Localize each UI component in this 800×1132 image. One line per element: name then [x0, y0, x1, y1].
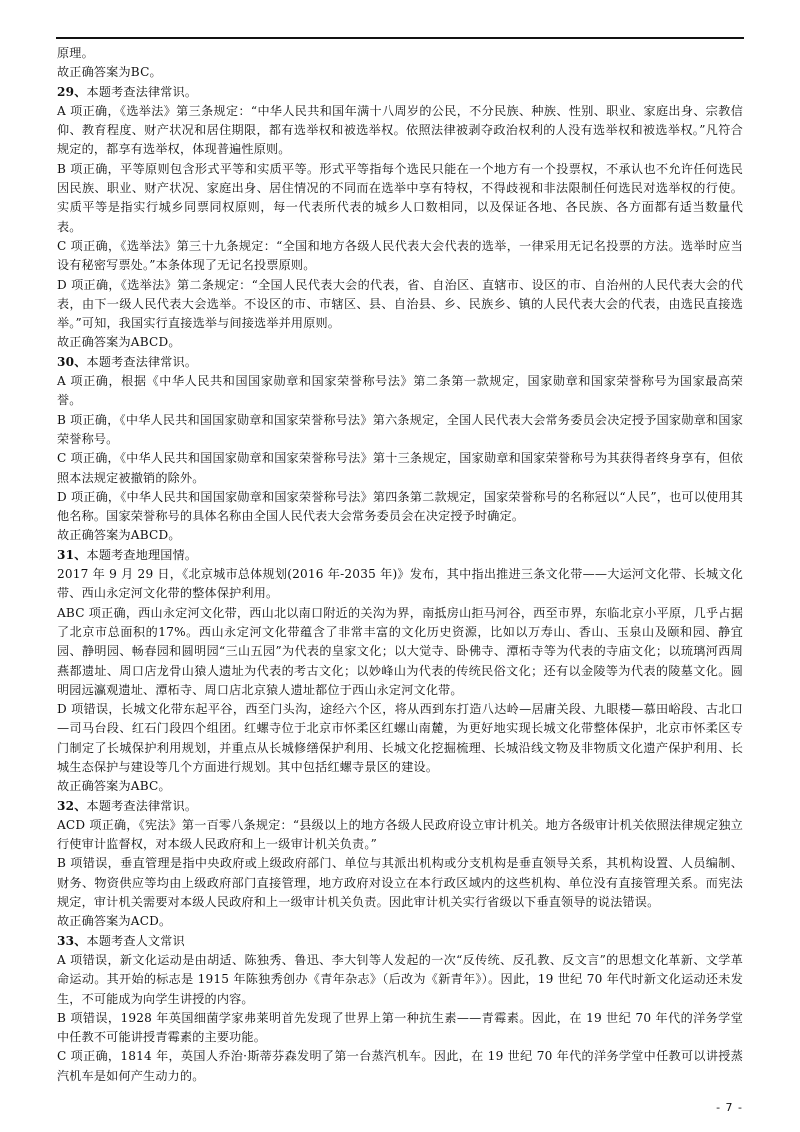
question-topic: 本题考查地理国情。	[86, 547, 198, 562]
answer-line: 故正确答案为ACD。	[57, 914, 172, 929]
explanation-paragraph: 2017 年 9 月 29 日，《北京城市总体规划(2016 年-2035 年)》发布，其中指出推进三条文化带——大运河文化带、长城文化带、西山永定河文化带的整体保护利用。	[57, 567, 743, 601]
answer-line: 故正确答案为BC。	[57, 65, 162, 80]
question-heading	[57, 932, 743, 951]
question-topic: 本题考查法律常识。	[86, 798, 198, 813]
explanation-paragraph: C 项正确，《选举法》第三十九条规定：“全国和地方各级人民代表大会代表的选举，一律采用无记名投票的方法。选举时应当设有秘密写票处。”本条体现了无记名投票原则。	[57, 238, 743, 273]
answer-line: 故正确答案为ABCD。	[57, 335, 181, 350]
explanation-paragraph: C 项正确，《中华人民共和国国家勋章和国家荣誉称号法》第十三条规定，国家勋章和国家荣誉称号为其获得者终身享有，但依照本法规定被撤销的除外。	[57, 451, 743, 485]
document-body	[57, 44, 743, 1086]
question-heading	[57, 797, 743, 816]
explanation-paragraph: ACD 项正确，《宪法》第一百零八条规定：“县级以上的地方各级人民政府设立审计机关。地方各级审计机关依照法律规定独立行使审计监督权，对本级人民政府和上一级审计机关负责。”	[57, 817, 743, 852]
explanation-paragraph: ABC 项正确，西山永定河文化带，西山北以南口附近的关沟为界，南抵房山拒马河谷，西至市界，东临北京小平原，几乎占据了北京市总面积的17%。西山永定河文化带蕴含了非常丰富的文化历史资源，比如以万寿山、香山、玉泉山及颐和园、静宜园、静明园、畅春园和圆明园“三山五园”为代表的皇家文化；以大觉寺、卧佛寺、潭柘寺等为代表的寺庙文化；以琉璃河西周燕都遗址、周口店龙骨山猿人遗址为代表的考古文化；以妙峰山为代表的传统民俗文化；还有以金陵等为代表的陵墓文化。圆明园远瀛观遗址、潭柘寺、周口店北京猿人遗址都位于西山永定河文化带。	[57, 605, 743, 697]
explanation-paragraph: D 项正确，《中华人民共和国国家勋章和国家荣誉称号法》第四条第二款规定，国家荣誉称号的名称冠以“人民”，也可以使用其他名称。国家荣誉称号的具体名称由全国人民代表大会常务委员会在决定授予时确定。	[57, 489, 743, 524]
question-number: 29、	[57, 84, 87, 99]
question-heading	[57, 353, 743, 372]
question-topic: 本题考查法律常识。	[86, 84, 198, 99]
question-heading	[57, 546, 743, 565]
question-heading	[57, 83, 743, 102]
question-number: 30、	[57, 354, 87, 369]
question-number: 31、	[57, 547, 87, 562]
header-rule	[56, 37, 744, 39]
explanation-paragraph: B 项错误，1928 年英国细菌学家弗莱明首先发现了世界上第一种抗生素——青霉素。因此，在 19 世纪 70 年代的洋务学堂中任教不可能讲授青霉素的主要功能。	[57, 1010, 743, 1045]
question-number: 32、	[57, 798, 87, 813]
text-line: 原理。	[57, 46, 94, 60]
explanation-paragraph: A 项错误，新文化运动是由胡适、陈独秀、鲁迅、李大钊等人发起的一次“反传统、反孔教、反文言”的思想文化革新、文学革命运动。其开始的标志是 1915 年陈独秀创办《青年杂志》（后改为《新青年》）。因此，19 世纪 70 年代时新文化运动还未发生，不可能成为向学生讲授的内容。	[57, 952, 743, 1006]
explanation-paragraph: D 项正确，《选举法》第二条规定：“全国人民代表大会的代表，省、自治区、直辖市、设区的市、自治州的人民代表大会的代表，由下一级人民代表大会选举。不设区的市、市辖区、县、自治县、乡、民族乡、镇的人民代表大会的代表，由选民直接选举。”可知，我国实行直接选举与间接选举并用原则。	[57, 277, 743, 331]
explanation-paragraph: A 项正确，《选举法》第三条规定：“中华人民共和国年满十八周岁的公民，不分民族、种族、性别、职业、家庭出身、宗教信仰、教育程度、财产状况和居住期限，都有选举权和被选举权。依照法律被剥夺政治权利的人没有选举权和被选举权。”凡符合规定的，都享有选举权，体现普遍性原则。	[57, 103, 743, 157]
question-topic: 本题考查人文常识	[86, 933, 185, 948]
explanation-paragraph: B 项正确，平等原则包含形式平等和实质平等。形式平等指每个选民只能在一个地方有一个投票权，不承认也不允许任何选民因民族、职业、财产状况、家庭出身、居住情况的不同而在选举中享有特权，不得歧视和非法限制任何选民对选举权的行使。实质平等是指实行城乡同票同权原则，每一代表所代表的城乡人口数相同，以及保证各地、各民族、各方面都有适当数量代表。	[57, 161, 743, 234]
explanation-paragraph: A 项正确，根据《中华人民共和国国家勋章和国家荣誉称号法》第二条第一款规定，国家勋章和国家荣誉称号为国家最高荣誉。	[57, 374, 743, 408]
explanation-paragraph: C 项正确，1814 年，英国人乔治·斯蒂芬森发明了第一台蒸汽机车。因此，在 19 世纪 70 年代的洋务学堂中任教可以讲授蒸汽机车是如何产生动力的。	[57, 1049, 743, 1083]
explanation-paragraph: B 项错误，垂直管理是指中央政府或上级政府部门、单位与其派出机构或分支机构是垂直领导关系，其机构设置、人员编制、财务、物资供应等均由上级政府部门直接管理，地方政府对设立在本行政区域内的这些机构、单位没有直接管理关系。而宪法规定，审计机关需要对本级人民政府和上一级审计机关负责。因此审计机关实行省级以下垂直领导的说法错误。	[57, 856, 743, 910]
answer-line: 故正确答案为ABCD。	[57, 528, 181, 543]
answer-line: 故正确答案为ABC。	[57, 779, 171, 794]
question-number: 33、	[57, 933, 87, 948]
explanation-paragraph: B 项正确，《中华人民共和国国家勋章和国家荣誉称号法》第六条规定，全国人民代表大会常务委员会决定授予国家勋章和国家荣誉称号。	[57, 412, 743, 446]
page-number: - 7 -	[716, 1101, 743, 1114]
explanation-paragraph: D 项错误，长城文化带东起平谷，西至门头沟，途经六个区，将从西到东打造八达岭—居庸关段、九眼楼—慕田峪段、古北口—司马台段、红石门段四个组团。红螺寺位于北京市怀柔区红螺山南麓，为更好地实现长城文化带整体保护，北京市怀柔区专门制定了长城保护利用规划，并重点从长城修缮保护利用、长城文化挖掘梳理、长城沿线文物及非物质文化遗产保护利用、长城生态保护与建设等几个方面进行规划。其中包括红螺寺景区的建设。	[57, 702, 743, 774]
question-topic: 本题考查法律常识。	[86, 354, 198, 369]
